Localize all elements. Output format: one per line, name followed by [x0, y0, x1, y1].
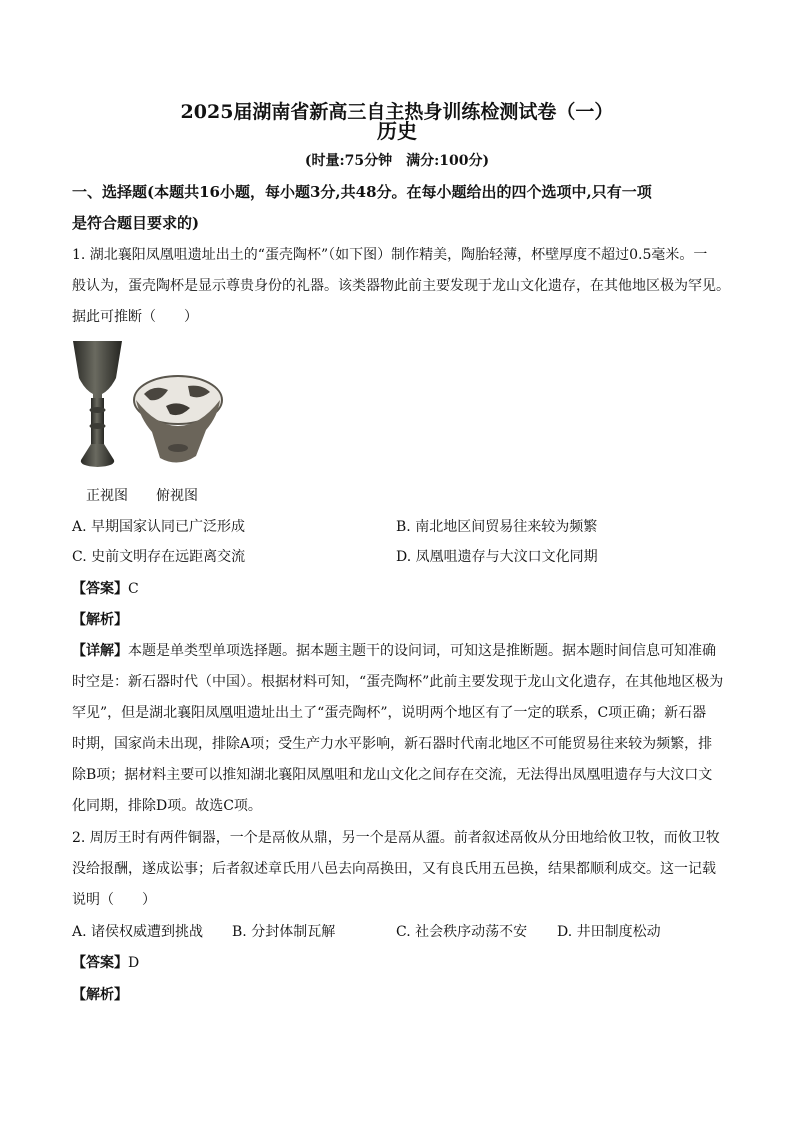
q1-detail-line4: 时期，国家尚未出现，排除A项；受生产力水平影响，新石器时代南北地区不可能贸易往来较为频繁，排: [72, 736, 713, 752]
eggshell-cup-top-view: [130, 370, 225, 470]
answer-tag: 【答案】: [72, 955, 128, 971]
q2-stem-line3: 说明（ ）: [72, 892, 156, 908]
q1-stem-line1: 1. 湖北襄阳凤凰咀遗址出土的“蛋壳陶杯”（如下图）制作精美，陶胎轻薄，杯壁厚度不超过0.5毫米。一: [72, 247, 708, 263]
answer-tag: 【答案】: [72, 581, 128, 597]
q1-stem-line3: 据此可推断（ ）: [72, 309, 198, 325]
eggshell-cup-front-view: [70, 338, 125, 470]
q1-stem-line2: 般认为，蛋壳陶杯是显示尊贵身份的礼器。该类器物此前主要发现于龙山文化遗存，在其他地区极为罕见。: [72, 278, 730, 294]
q2-option-a: A. 诸侯权威遭到挑战: [72, 924, 204, 940]
q2-option-b: B. 分封体制瓦解: [232, 924, 336, 940]
answer-value: D: [128, 955, 140, 971]
q1-detail-line5: 除B项；据材料主要可以推知湖北襄阳凤凰咀和龙山文化之间存在交流，无法得出凤凰咀遗存与大汶口文: [72, 767, 713, 783]
exam-title: 2025届湖南省新高三自主热身训练检测试卷（一）: [180, 101, 614, 123]
q1-detail-line2: 时空是：新石器时代（中国）。根据材料可知，“蛋壳陶杯”此前主要发现于龙山文化遗存，在其他地区极为: [72, 674, 724, 690]
q1-option-c: C. 史前文明存在远距离交流: [72, 549, 246, 565]
q2-answer: [72, 952, 139, 972]
q1-analysis-tag: [72, 609, 128, 629]
q1-detail-line1: [72, 640, 716, 660]
q1-answer: [72, 578, 139, 598]
caption-top-view: 俯视图: [156, 488, 198, 504]
answer-value: C: [128, 581, 139, 597]
q2-stem-line2: 没给报酬，遂成讼事；后者叙述章氏用八邑去向鬲换田，又有良氏用五邑换，结果都顺利成交。这一记载: [72, 861, 716, 877]
q1-detail-line6: 化同期，排除D项。故选C项。: [72, 798, 262, 814]
q2-stem-line1: 2. 周厉王时有两件铜器，一个是鬲攸从鼎，另一个是鬲从盨。前者叙述鬲攸从分田地给攸卫牧，而攸卫牧: [72, 830, 720, 846]
section-heading-line1: 一、选择题(本题共16小题，每小题3分,共48分。在每小题给出的四个选项中,只有一项: [72, 183, 652, 201]
detail-text: 本题是单类型单项选择题。据本题主题干的设问词，可知这是推断题。据本题时间信息可知准确: [128, 643, 716, 659]
exam-meta: (时量:75分钟 满分:100分): [304, 153, 490, 169]
analysis-tag: 【解析】: [72, 612, 128, 628]
q2-analysis-tag: [72, 984, 128, 1004]
detail-tag: 【详解】: [72, 643, 128, 659]
q2-option-c: C. 社会秩序动荡不安: [396, 924, 528, 940]
section-heading-line2: 是符合题目要求的): [72, 214, 200, 232]
q1-option-a: A. 早期国家认同已广泛形成: [72, 519, 246, 535]
subject-title: 历史: [377, 119, 417, 143]
analysis-tag: 【解析】: [72, 987, 128, 1003]
q1-option-b: B. 南北地区间贸易往来较为频繁: [396, 519, 598, 535]
q2-option-d: D. 井田制度松动: [557, 924, 661, 940]
q1-detail-line3: 罕见”，但是湖北襄阳凤凰咀遗址出土了“蛋壳陶杯”，说明两个地区有了一定的联系，C项正确；新石器: [72, 705, 707, 721]
caption-front-view: 正视图: [86, 488, 128, 504]
q1-option-d: D. 凤凰咀遗存与大汶口文化同期: [396, 549, 598, 565]
